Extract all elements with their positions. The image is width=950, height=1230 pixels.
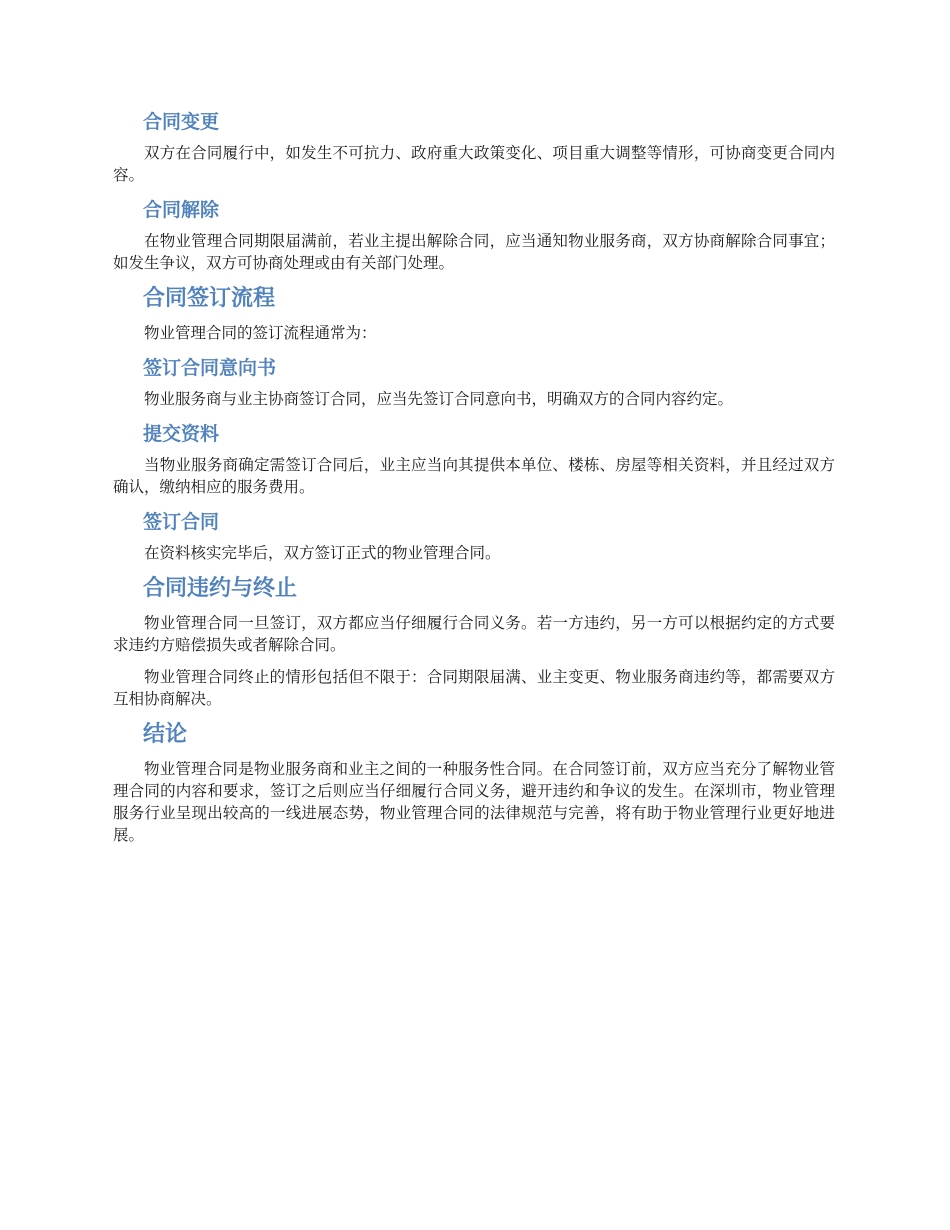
heading-submit-materials: 提交资料 bbox=[143, 423, 220, 445]
document-page bbox=[113, 108, 835, 856]
heading-signing-process: 合同签订流程 bbox=[143, 286, 276, 311]
paragraph-submit-materials: 当物业服务商确定需签订合同后，业主应当向其提供本单位、楼栋、房屋等相关资料，并且经过双方确认，缴纳相应的服务费用。 bbox=[113, 456, 835, 496]
heading-breach-and-end: 合同违约与终止 bbox=[143, 576, 298, 601]
paragraph-end: 物业管理合同终止的情形包括但不限于：合同期限届满、业主变更、物业服务商违约等，都需要双方互相协商解决。 bbox=[113, 668, 835, 708]
paragraph-signing-process: 物业管理合同的签订流程通常为： bbox=[144, 324, 377, 342]
heading-conclusion: 结论 bbox=[143, 722, 188, 747]
paragraph-conclusion: 物业管理合同是物业服务商和业主之间的一种服务性合同。在合同签订前，双方应当充分了解物业管理合同的内容和要求，签订之后则应当仔细履行合同义务，避开违约和争议的发生。在深圳市，物业管理服务行业呈现出较高的一线进展态势，物业管理合同的法律规范与完善，将有助于物业管理行业更好地进展。 bbox=[113, 760, 835, 844]
heading-sign-contract: 签订合同 bbox=[143, 511, 220, 533]
paragraph-sign-contract: 在资料核实完毕后，双方签订正式的物业管理合同。 bbox=[144, 544, 501, 562]
heading-contract-termination: 合同解除 bbox=[143, 199, 220, 221]
paragraph-contract-change: 双方在合同履行中，如发生不可抗力、政府重大政策变化、项目重大调整等情形，可协商变更合同内容。 bbox=[113, 144, 835, 184]
paragraph-contract-termination: 在物业管理合同期限届满前，若业主提出解除合同，应当通知物业服务商，双方协商解除合同事宜；如发生争议，双方可协商处理或由有关部门处理。 bbox=[113, 232, 835, 272]
heading-letter-of-intent: 签订合同意向书 bbox=[143, 357, 277, 379]
paragraph-letter-of-intent: 物业服务商与业主协商签订合同，应当先签订合同意向书，明确双方的合同内容约定。 bbox=[144, 390, 734, 408]
paragraph-breach: 物业管理合同一旦签订，双方都应当仔细履行合同义务。若一方违约，另一方可以根据约定的方式要求违约方赔偿损失或者解除合同。 bbox=[113, 614, 835, 654]
heading-contract-change: 合同变更 bbox=[143, 111, 220, 133]
